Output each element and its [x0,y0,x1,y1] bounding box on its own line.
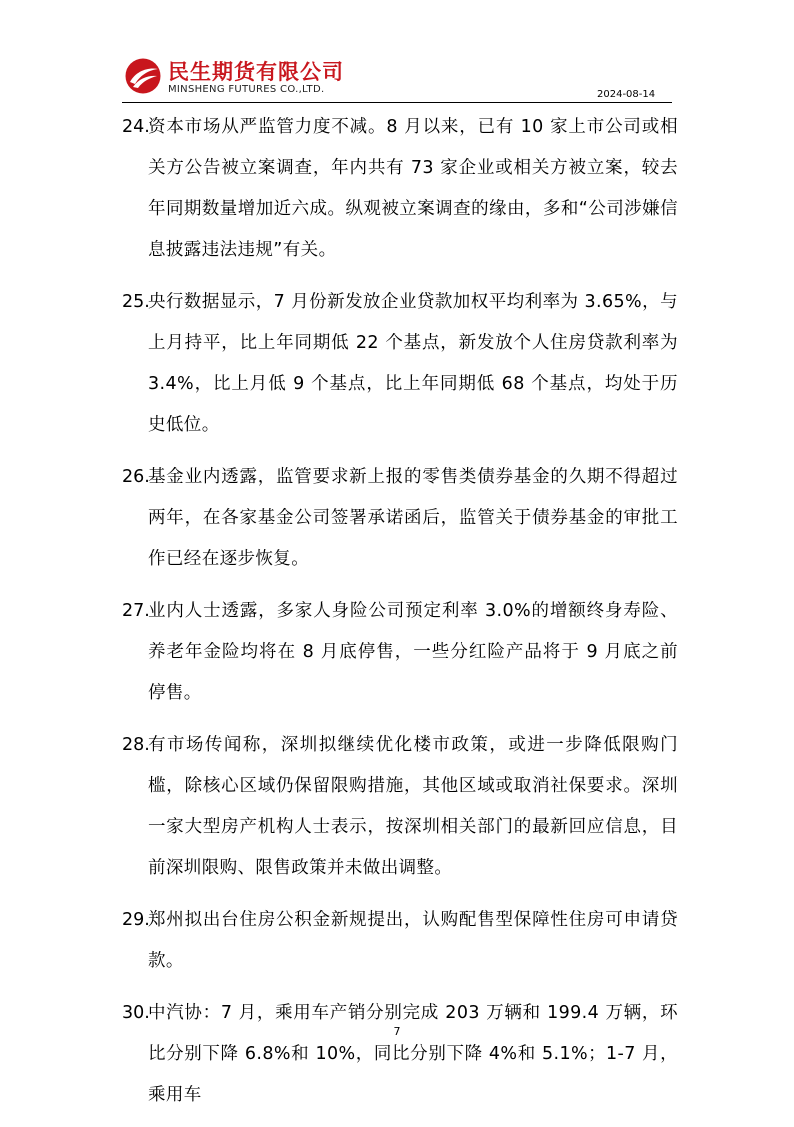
item-text: 资本市场从严监管力度不减。8 月以来，已有 10 家上市公司或相关方公告被立案调查，年内共有 73 家企业或相关方被立案，较去年同期数量增加近六成。纵观被立案调查的缘由，多和“公司涉嫌信息披露违法违规”有关。 [148,117,678,260]
list-item [122,993,678,1116]
list-item [122,282,678,446]
item-number: 30. [122,1003,150,1023]
news-list [122,107,678,1127]
item-number: 29. [122,910,150,930]
header-divider [122,102,672,103]
list-item [122,591,678,714]
list-item [122,457,678,580]
minsheng-logo-icon [124,57,162,95]
item-text: 业内人士透露，多家人身险公司预定利率 3.0%的增额终身寿险、养老年金险均将在 8 月底停售，一些分红险产品将于 9 月底之前停售。 [148,601,678,703]
item-number: 26. [122,467,150,487]
item-number: 27. [122,601,150,621]
item-text: 中汽协：7 月，乘用车产销分别完成 203 万辆和 199.4 万辆，环比分别下降 6.8%和 10%，同比分别下降 4%和 5.1%；1-7 月，乘用车 [148,1003,678,1105]
item-text: 郑州拟出台住房公积金新规提出，认购配售型保障性住房可申请贷款。 [148,910,678,971]
report-date: 2024-08-14 [597,89,656,100]
item-text: 基金业内透露，监管要求新上报的零售类债券基金的久期不得超过两年，在各家基金公司签署承诺函后，监管关于债券基金的审批工作已经在逐步恢复。 [148,467,678,569]
page-number: 7 [393,1025,401,1038]
list-item [122,107,678,271]
item-text: 央行数据显示，7 月份新发放企业贷款加权平均利率为 3.65%，与上月持平，比上年同期低 22 个基点，新发放个人住房贷款利率为 3.4%，比上月低 9 个基点，比上年同期低 68 个基点，均处于历史低位。 [148,292,678,435]
item-number: 25. [122,292,150,312]
list-item [122,725,678,889]
item-text: 有市场传闻称，深圳拟继续优化楼市政策，或进一步降低限购门槛，除核心区域仍保留限购措施，其他区域或取消社保要求。深圳一家大型房产机构人士表示，按深圳相关部门的最新回应信息，目前深圳限购、限售政策并未做出调整。 [148,735,678,878]
item-number: 28. [122,735,150,755]
page-header [0,0,794,110]
item-number: 24. [122,117,150,137]
company-name-en: MINSHENG FUTURES CO.,LTD. [168,84,325,95]
list-item [122,900,678,982]
company-name-cn: 民生期货有限公司 [168,60,344,84]
